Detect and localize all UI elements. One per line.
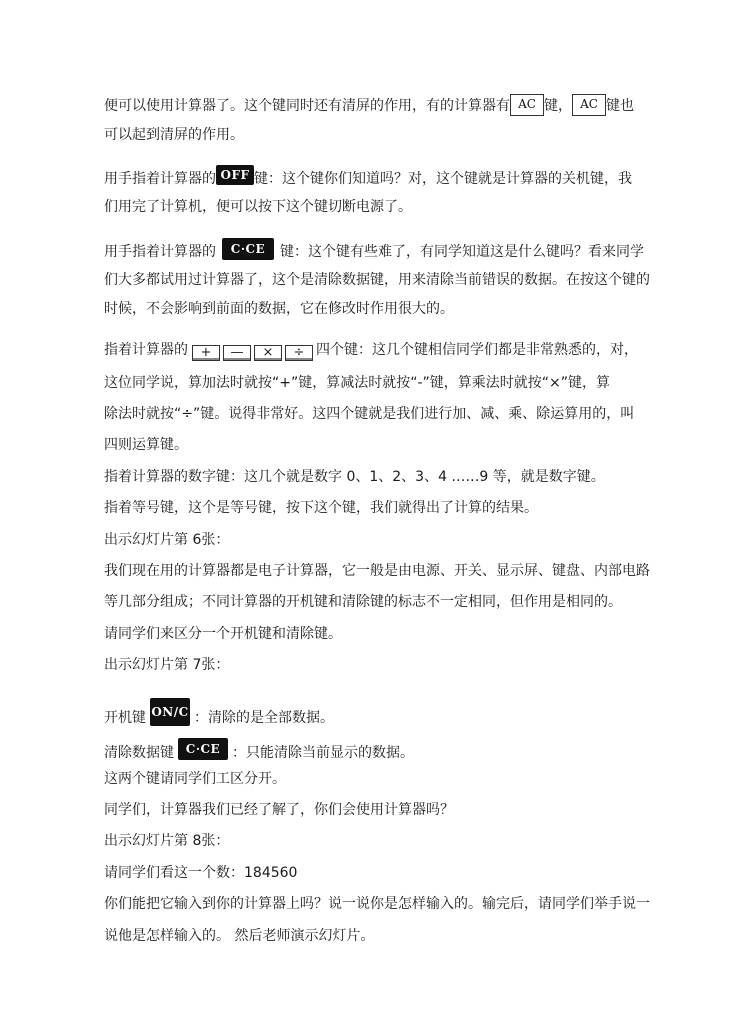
text: 键：这个键有些难了，有同学知道这是什么键吗？看来同学 bbox=[280, 244, 644, 260]
paragraph-14: 同学们，计算器我们已经了解了，你们会使用计算器吗？ bbox=[104, 802, 454, 818]
paragraph-10: 出示幻灯片第 7张： bbox=[104, 657, 230, 673]
paragraph-17-line-2: 说他是怎样输入的。 然后老师演示幻灯片。 bbox=[104, 928, 375, 944]
paragraph-5: 指着计算器的数字键：这几个就是数字 0、1、2、3、4 ……9 等，就是数字键。 bbox=[104, 469, 605, 485]
c-ce-key-image: C·CE bbox=[222, 238, 274, 260]
text: 指着计算器的 bbox=[104, 342, 188, 358]
multiply-key-image: × bbox=[254, 345, 282, 361]
paragraph-15: 出示幻灯片第 8张： bbox=[104, 833, 230, 849]
paragraph-3-line-3: 时候，不会影响到前面的数据，它在修改时作用很大的。 bbox=[104, 301, 454, 317]
paragraph-13: 这两个键请同学们工区分开。 bbox=[104, 771, 286, 787]
text: 清除数据键 bbox=[104, 745, 174, 761]
paragraph-1-line-1 bbox=[104, 94, 634, 116]
paragraph-6: 指着等号键，这个是等号键，按下这个键，我们就得出了计算的结果。 bbox=[104, 500, 538, 516]
paragraph-16: 请同学们看这一个数：184560 bbox=[104, 865, 298, 881]
divide-key-image: ÷ bbox=[285, 345, 313, 361]
paragraph-4-line-2: 这位同学说，算加法时就按“+”键，算减法时就按“-”键，算乘法时就按“×”键，算 bbox=[104, 375, 611, 391]
text: 用手指着计算器的 bbox=[104, 171, 216, 187]
paragraph-2-line-1 bbox=[104, 165, 632, 188]
text: ：清除的是全部数据。 bbox=[194, 710, 334, 726]
paragraph-4-line-3: 除法时就按“÷”键。说得非常好。这四个键就是我们进行加、减、乘、除运算用的，叫 bbox=[104, 406, 635, 422]
ac-key-image: AC bbox=[510, 94, 544, 116]
paragraph-8-line-2: 等几部分组成；不同计算器的开机键和清除键的标志不一定相同，但作用是相同的。 bbox=[104, 594, 622, 610]
off-key-image: OFF bbox=[216, 165, 254, 185]
paragraph-3-line-2: 们大多都试用过计算器了，这个是清除数据键，用来清除当前错误的数据。在按这个键的 bbox=[104, 272, 650, 288]
paragraph-1-line-2: 可以起到清屏的作用。 bbox=[104, 127, 244, 143]
text: 键：这个键你们知道吗？对，这个键就是计算器的关机键，我 bbox=[254, 171, 632, 187]
text: 用手指着计算器的 bbox=[104, 244, 216, 260]
text: 键也 bbox=[606, 98, 634, 114]
text: 四个键：这几个键相信同学们都是非常熟悉的，对， bbox=[316, 342, 638, 358]
paragraph-4-line-4: 四则运算键。 bbox=[104, 437, 188, 453]
paragraph-12 bbox=[104, 738, 414, 762]
paragraph-17-line-1: 你们能把它输入到你的计算器上吗？说一说你是怎样输入的。输完后，请同学们举手说一 bbox=[104, 896, 650, 912]
paragraph-8-line-1: 我们现在用的计算器都是电子计算器，它一般是由电源、开关、显示屏、键盘、内部电路 bbox=[104, 563, 650, 579]
paragraph-2-line-2: 们用完了计算机，便可以按下这个键切断电源了。 bbox=[104, 199, 412, 215]
paragraph-7: 出示幻灯片第 6张： bbox=[104, 532, 230, 548]
paragraph-9: 请同学们来区分一个开机键和清除键。 bbox=[104, 626, 342, 642]
minus-key-image: — bbox=[223, 345, 251, 361]
paragraph-11 bbox=[104, 698, 334, 727]
paragraph-4-line-1 bbox=[104, 341, 638, 361]
text: ：只能清除当前显示的数据。 bbox=[232, 745, 414, 761]
on-c-key-image: ON/C bbox=[150, 698, 190, 726]
text: 便可以使用计算器了。这个键同时还有清屏的作用，有的计算器有 bbox=[104, 98, 510, 114]
ac-key-image: AC bbox=[572, 94, 606, 116]
paragraph-3-line-1 bbox=[104, 238, 644, 261]
text: 键， bbox=[544, 98, 572, 114]
text: 开机键 bbox=[104, 710, 146, 726]
c-ce-key-image: C·CE bbox=[178, 738, 228, 760]
plus-key-image: + bbox=[192, 345, 220, 361]
